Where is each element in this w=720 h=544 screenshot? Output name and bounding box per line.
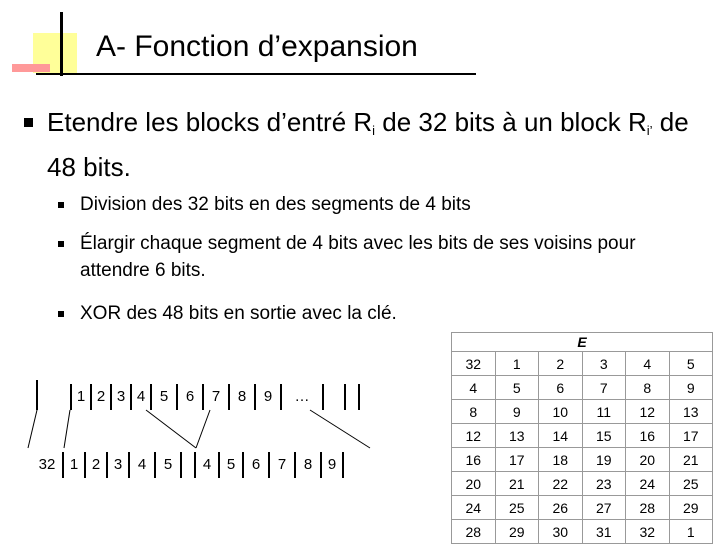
table-cell: 13 — [495, 424, 539, 448]
table-cell: 13 — [669, 400, 713, 424]
table-cell: 12 — [452, 424, 496, 448]
table-cell: 14 — [539, 424, 583, 448]
table-cell: 16 — [626, 424, 670, 448]
subscript-i-prime: i’ — [646, 123, 653, 138]
table-row — [452, 496, 713, 520]
table-cell: 20 — [626, 448, 670, 472]
sub-bullet-icon — [58, 241, 64, 247]
input-bit-empty — [324, 384, 344, 410]
table-cell: 32 — [452, 352, 496, 376]
input-bit: 5 — [159, 388, 169, 405]
table-row — [452, 448, 713, 472]
output-bit: 1 — [69, 456, 79, 473]
title-decoration-vline — [60, 12, 63, 76]
table-cell: 9 — [669, 376, 713, 400]
table-cell: 4 — [626, 352, 670, 376]
title-underline — [36, 73, 476, 75]
table-cell: 3 — [582, 352, 626, 376]
sub-bullet-1: Division des 32 bits en des segments de 4 bits — [80, 194, 471, 215]
input-bit: 9 — [263, 388, 273, 405]
table-row — [452, 376, 713, 400]
input-bit: 7 — [211, 388, 221, 405]
table-row — [452, 472, 713, 496]
main-bullet-part-b: de 32 bits à un block R — [375, 107, 647, 137]
table-cell: 1 — [669, 520, 713, 544]
table-row — [452, 352, 713, 376]
sub-bullet-2: Élargir chaque segment de 4 bits avec les bits de ses voisins pour attendre 6 bits. — [80, 233, 636, 281]
output-bit: 5 — [163, 456, 173, 473]
table-cell: 17 — [495, 448, 539, 472]
sub-bullet-icon — [58, 202, 64, 208]
table-cell: 18 — [539, 448, 583, 472]
output-bit: 3 — [113, 456, 123, 473]
table-cell: 7 — [582, 376, 626, 400]
output-bit: 5 — [226, 456, 236, 473]
input-bit: 1 — [76, 388, 86, 405]
table-cell: 5 — [495, 376, 539, 400]
main-bullet-part-c: de 48 bits. — [47, 107, 689, 182]
input-bit: 6 — [185, 388, 195, 405]
input-bit: 3 — [116, 388, 126, 405]
table-cell: 8 — [452, 400, 496, 424]
output-bit: 6 — [251, 456, 261, 473]
output-bit: 7 — [277, 456, 287, 473]
title-decoration-red — [12, 64, 50, 72]
table-cell: 28 — [626, 496, 670, 520]
sub-bullet-3: XOR des 48 bits en sortie avec la clé. — [80, 303, 397, 324]
input-bit: 2 — [96, 388, 106, 405]
table-cell: 11 — [582, 400, 626, 424]
table-cell: 16 — [452, 448, 496, 472]
table-row — [452, 424, 713, 448]
table-cell: 27 — [582, 496, 626, 520]
expansion-table — [451, 332, 713, 544]
table-cell: 29 — [669, 496, 713, 520]
table-cell: 20 — [452, 472, 496, 496]
table-cell: 1 — [495, 352, 539, 376]
table-cell: 23 — [582, 472, 626, 496]
output-bit: 4 — [137, 456, 147, 473]
table-cell: 25 — [495, 496, 539, 520]
input-bit: 4 — [136, 388, 146, 405]
table-cell: 6 — [539, 376, 583, 400]
input-bit: 8 — [237, 388, 247, 405]
table-header: E — [452, 333, 713, 352]
bullet-icon — [24, 118, 33, 127]
table-cell: 5 — [669, 352, 713, 376]
slide-title: A- Fonction d’expansion — [96, 30, 418, 63]
table-cell: 4 — [452, 376, 496, 400]
output-block-row — [32, 452, 344, 478]
table-cell: 10 — [539, 400, 583, 424]
sub-bullet-icon — [58, 311, 64, 317]
output-bit: 9 — [327, 456, 337, 473]
table-cell: 32 — [626, 520, 670, 544]
output-bit: 8 — [303, 456, 313, 473]
table-cell: 26 — [539, 496, 583, 520]
table-cell: 24 — [452, 496, 496, 520]
subscript-i: i — [372, 123, 376, 138]
input-block-row — [70, 384, 360, 410]
table-cell: 25 — [669, 472, 713, 496]
table-cell: 2 — [539, 352, 583, 376]
input-bit-empty — [346, 384, 358, 410]
table-cell: 29 — [495, 520, 539, 544]
output-bit: 32 — [38, 456, 56, 473]
table-cell: 22 — [539, 472, 583, 496]
table-cell: 8 — [626, 376, 670, 400]
table-cell: 15 — [582, 424, 626, 448]
table-cell: 9 — [495, 400, 539, 424]
table-cell: 21 — [669, 448, 713, 472]
input-bit-ellipsis: … — [294, 388, 310, 405]
table-cell: 24 — [626, 472, 670, 496]
table-cell: 19 — [582, 448, 626, 472]
table-cell: 12 — [626, 400, 670, 424]
main-bullet-text — [47, 104, 707, 185]
table-cell: 28 — [452, 520, 496, 544]
output-bit: 2 — [91, 456, 101, 473]
output-bit: 4 — [202, 456, 212, 473]
table-cell: 31 — [582, 520, 626, 544]
table-cell: 30 — [539, 520, 583, 544]
table-cell: 17 — [669, 424, 713, 448]
table-row — [452, 400, 713, 424]
main-bullet-part-a: Etendre les blocks d’entré R — [47, 107, 373, 137]
table-cell: 21 — [495, 472, 539, 496]
